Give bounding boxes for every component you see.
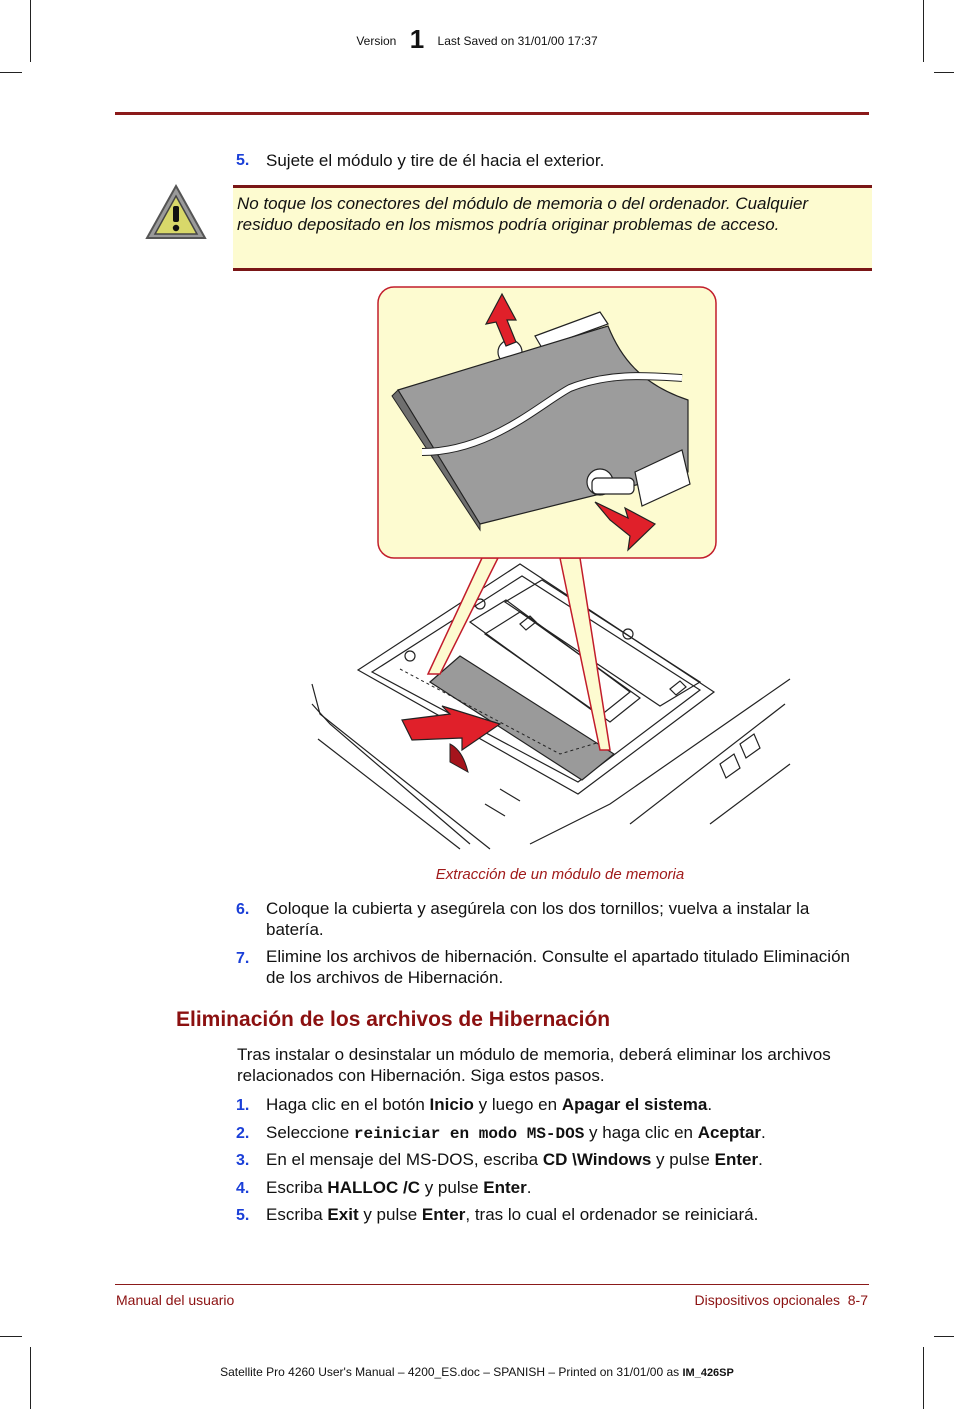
section-title: Eliminación de los archivos de Hibernación (176, 1008, 611, 1031)
version-number: 1 (409, 24, 425, 54)
section-intro: Tras instalar o desinstalar un módulo de memoria, deberá eliminar los archivos relacionados con Hibernación. Siga estos pasos. (237, 1045, 831, 1085)
step-bold: Enter (714, 1150, 759, 1169)
step-text: Coloque la cubierta y asegúrela con los dos tornillos; vuelva a instalar la batería. (266, 899, 810, 939)
step-text-part: Seleccione (266, 1123, 354, 1142)
step-text-part: y haga clic en (584, 1123, 698, 1142)
step-text (266, 1204, 886, 1225)
step-bold: Apagar el sistema (561, 1095, 708, 1114)
step-bold: Enter (483, 1178, 527, 1197)
crop-mark (934, 1336, 954, 1337)
warning-triangle-icon (143, 182, 209, 244)
step-text: Elimine los archivos de hibernación. Consulte el apartado titulado Eliminación de los archivos de Hibernación. (266, 947, 850, 987)
warning-text: No toque los conectores del módulo de memoria o del ordenador. Cualquier residuo depositado en los mismos podría originar problemas de acceso. (237, 194, 809, 234)
step-text-part: En el mensaje del MS-DOS, escriba (266, 1150, 543, 1169)
step-number: 1. (236, 1097, 250, 1114)
step-text-part: . (707, 1095, 713, 1114)
step-code: reiniciar en modo MS-DOS (353, 1125, 585, 1143)
step-text (266, 1122, 886, 1145)
print-info (0, 1365, 954, 1379)
step-text: Sujete el módulo y tire de él hacia el exterior. (266, 151, 605, 170)
footer-right: Dispositivos opcionales 8-7 (694, 1292, 868, 1308)
last-saved: Last Saved on 31/01/00 17:37 (437, 34, 598, 48)
version-label: Version (356, 34, 397, 48)
step-text-part: . (526, 1178, 532, 1197)
footer-rule (115, 1284, 869, 1285)
print-info-text: Satellite Pro 4260 User's Manual – 4200_ES.doc – SPANISH – Printed on 31/01/00 as (220, 1365, 683, 1379)
step-bold: Enter (421, 1205, 466, 1224)
footer-left: Manual del usuario (116, 1292, 235, 1308)
step-bold: HALLOC /C (327, 1178, 420, 1197)
step-text-part: Escriba (266, 1178, 328, 1197)
step-text-part: Haga clic en el botón (266, 1095, 430, 1114)
step-number: 4. (236, 1180, 250, 1197)
crop-mark (934, 72, 954, 73)
step-text-part: y pulse (651, 1150, 715, 1169)
step-text (266, 1149, 866, 1170)
step-text-part: . (758, 1150, 763, 1169)
step-text-part: y luego en (473, 1095, 562, 1114)
step-text (266, 1177, 866, 1198)
page-header (0, 24, 954, 55)
step-bold: Aceptar (697, 1123, 762, 1142)
step-number: 5. (236, 1207, 250, 1224)
figure-caption: Extracción de un módulo de memoria (435, 866, 685, 883)
crop-mark (0, 72, 22, 73)
step-text-part: . (761, 1123, 766, 1142)
header-rule (115, 112, 869, 115)
step-text (266, 1094, 866, 1115)
print-info-code: IM_426SP (682, 1367, 734, 1379)
step-number: 2. (236, 1125, 250, 1142)
memory-module-figure (310, 284, 800, 856)
step-number: 3. (236, 1152, 250, 1169)
step-bold: Inicio (429, 1095, 474, 1114)
step-text-part: y pulse (419, 1178, 484, 1197)
step-bold: CD \Windows (542, 1150, 652, 1169)
crop-mark (0, 1336, 22, 1337)
step-number: 6. (236, 901, 250, 918)
step-number: 5. (236, 152, 250, 169)
step-text-part: Escriba (266, 1205, 328, 1224)
step-bold: Exit (327, 1205, 359, 1224)
step-number: 7. (236, 950, 250, 967)
step-text-part: , tras lo cual el ordenador se reiniciará. (465, 1205, 759, 1224)
step-text-part: y pulse (358, 1205, 422, 1224)
